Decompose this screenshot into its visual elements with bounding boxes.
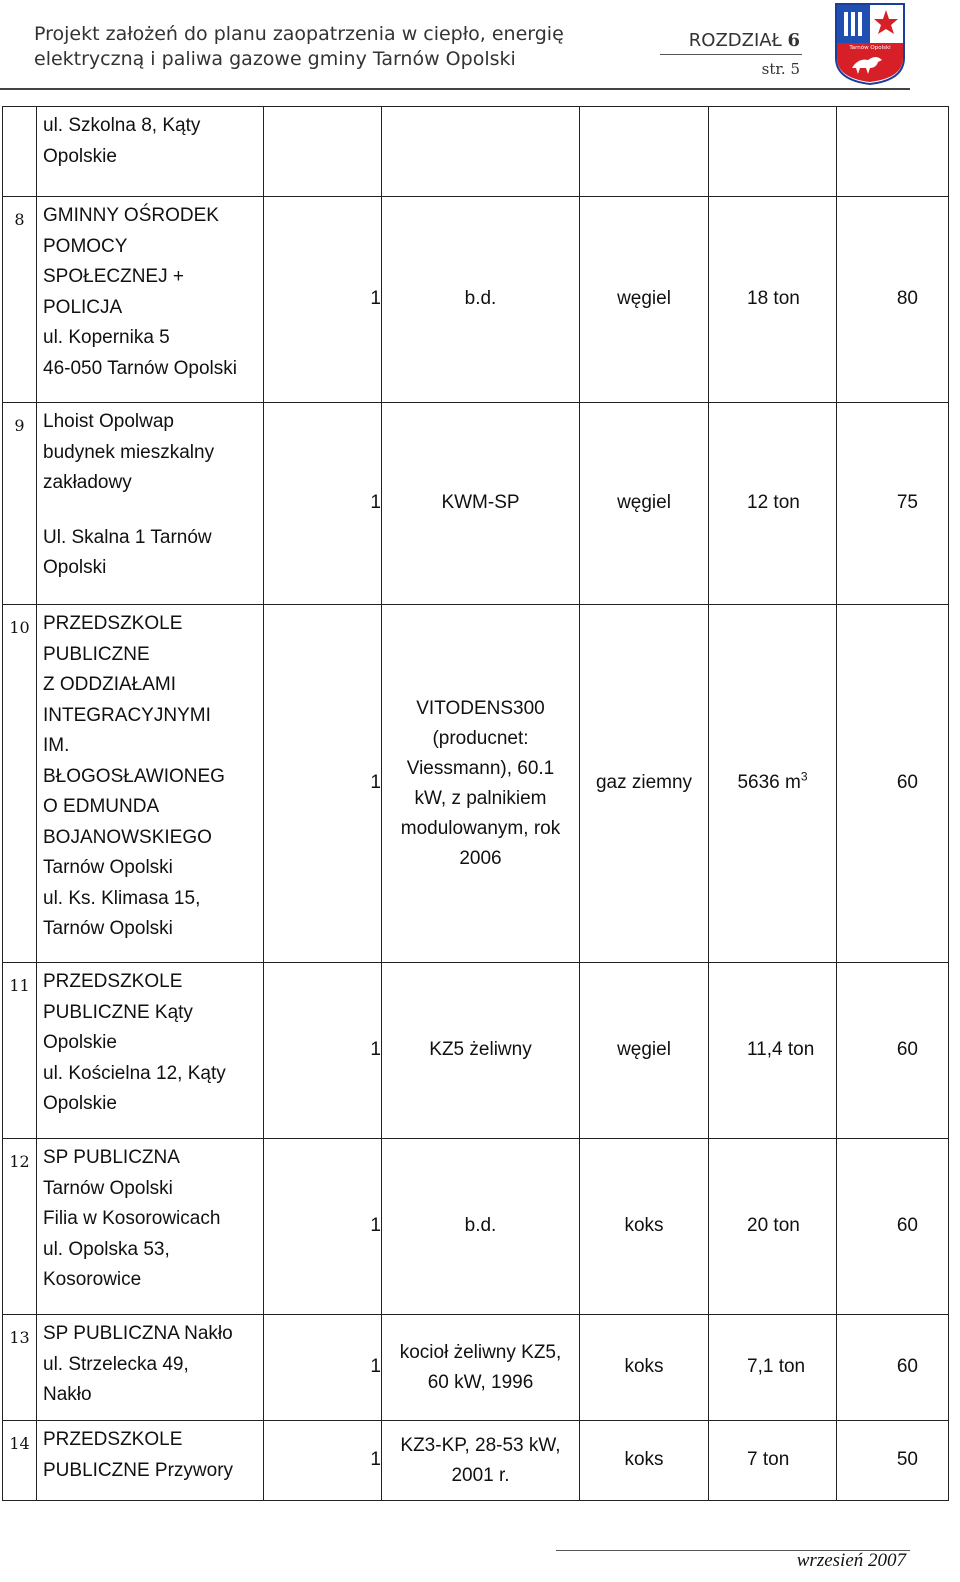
facility-name <box>37 1315 264 1421</box>
name-line: O EDMUNDA <box>43 796 160 817</box>
name-line: Kosorowice <box>43 1269 142 1290</box>
name-line: Ul. Skalna 1 Tarnów <box>43 526 212 548</box>
logo-caption: Tarnów Opolski <box>849 45 891 51</box>
boiler-count: 1 <box>264 1315 382 1421</box>
coat-of-arms-logo <box>834 2 906 86</box>
boiler-line: VITODENS300 <box>416 697 545 719</box>
document-title <box>34 22 654 72</box>
page-header <box>0 0 960 92</box>
name-line: Tarnów Opolski <box>43 1177 173 1199</box>
boiler-line: 60 kW, 1996 <box>427 1371 534 1393</box>
boiler-type <box>382 605 580 963</box>
boiler-line: kW, z palnikiem <box>414 787 547 809</box>
fuel-quantity: 12 ton <box>709 403 837 605</box>
name-line: POMOCY <box>43 235 128 257</box>
name-line: Filia w Kosorowicach <box>43 1208 221 1229</box>
fuel-quantity: 7,1 ton <box>709 1315 837 1421</box>
row-number: 11 <box>3 963 37 1139</box>
name-line: ul. Kościelna 12, Kąty <box>43 1062 226 1084</box>
name-line: PRZEDSZKOLE <box>43 1429 183 1450</box>
fuel-quantity <box>709 605 837 963</box>
row-number: 9 <box>3 403 37 605</box>
facility-name <box>37 107 264 197</box>
table-row <box>3 1139 949 1315</box>
chapter-indicator <box>660 30 800 51</box>
name-line: INTEGRACYJNYMI <box>43 704 211 726</box>
boiler-line: (producnet: <box>432 727 529 749</box>
boiler-type: KZ5 żeliwny <box>382 963 580 1139</box>
row-number: 8 <box>3 197 37 403</box>
name-line: ul. Kopernika 5 <box>43 327 170 348</box>
table-row <box>3 1421 949 1501</box>
fuel-type: węgiel <box>580 963 709 1139</box>
boiler-line: modulowanym, rok <box>400 817 561 839</box>
boiler-type <box>382 107 580 197</box>
name-line: Opolskie <box>43 145 117 167</box>
heat-sources-table <box>2 106 949 1501</box>
boiler-line: KZ3-KP, 28-53 kW, <box>400 1434 561 1456</box>
name-line: Z ODDZIAŁAMI <box>43 674 177 695</box>
document-title-line1: Projekt założeń do planu zaopatrzenia w ciepło, energię <box>34 23 564 45</box>
header-rule <box>0 88 910 90</box>
row-number <box>3 107 37 197</box>
fuel-type <box>580 107 709 197</box>
row-number: 10 <box>3 605 37 963</box>
boiler-count: 1 <box>264 403 382 605</box>
boiler-count: 1 <box>264 963 382 1139</box>
table-row <box>3 197 949 403</box>
name-line: PUBLICZNE <box>43 643 150 665</box>
heated-area: 60 <box>837 963 949 1139</box>
name-line: zakładowy <box>43 472 132 493</box>
name-line: Lhoist Opolwap <box>43 411 174 432</box>
fuel-type: gaz ziemny <box>580 605 709 963</box>
row-number: 13 <box>3 1315 37 1421</box>
name-line: Opolski <box>43 557 107 578</box>
name-line: Opolskie <box>43 1093 117 1114</box>
quantity-value: 5636 m <box>737 772 801 794</box>
facility-name <box>37 197 264 403</box>
fuel-type: koks <box>580 1421 709 1501</box>
name-line: SP PUBLICZNA Nakło <box>43 1323 233 1344</box>
chapter-label: ROZDZIAŁ <box>688 30 782 51</box>
boiler-count: 1 <box>264 197 382 403</box>
heated-area: 60 <box>837 1139 949 1315</box>
chapter-number: 6 <box>787 30 800 51</box>
name-line: GMINNY OŚRODEK <box>43 205 219 226</box>
name-line: SP PUBLICZNA <box>43 1147 180 1168</box>
boiler-line: 2001 r. <box>451 1464 510 1486</box>
boiler-count <box>264 107 382 197</box>
name-line: 46-050 Tarnów Opolski <box>43 357 237 379</box>
facility-name <box>37 605 264 963</box>
name-line: POLICJA <box>43 296 123 318</box>
table-row <box>3 107 949 197</box>
header-divider <box>660 54 802 55</box>
table-row <box>3 605 949 963</box>
fuel-quantity: 18 ton <box>709 197 837 403</box>
boiler-line: kocioł żeliwny KZ5, <box>399 1341 562 1363</box>
name-line <box>43 499 259 523</box>
fuel-type: koks <box>580 1139 709 1315</box>
boiler-line: Viessmann), 60.1 <box>406 757 555 779</box>
heated-area: 80 <box>837 197 949 403</box>
name-line: BOJANOWSKIEGO <box>43 826 212 848</box>
fuel-type: koks <box>580 1315 709 1421</box>
heated-area: 60 <box>837 605 949 963</box>
heated-area: 50 <box>837 1421 949 1501</box>
name-line: PUBLICZNE Kąty <box>43 1001 193 1023</box>
name-line: ul. Ks. Klimasa 15, <box>43 887 201 909</box>
boiler-type <box>382 1421 580 1501</box>
facility-name <box>37 1421 264 1501</box>
page-number: str. 5 <box>761 60 800 78</box>
boiler-count: 1 <box>264 1139 382 1315</box>
boiler-type: KWM-SP <box>382 403 580 605</box>
facility-name <box>37 1139 264 1315</box>
name-line: ul. Strzelecka 49, <box>43 1353 189 1375</box>
boiler-line: 2006 <box>459 847 502 869</box>
name-line: PRZEDSZKOLE <box>43 971 183 992</box>
boiler-count: 1 <box>264 1421 382 1501</box>
boiler-type: b.d. <box>382 1139 580 1315</box>
name-line: Nakło <box>43 1384 92 1405</box>
heated-area: 60 <box>837 1315 949 1421</box>
name-line: IM. <box>43 735 70 756</box>
fuel-quantity: 7 ton <box>709 1421 837 1501</box>
boiler-type <box>382 1315 580 1421</box>
name-line: Opolskie <box>43 1032 117 1053</box>
boiler-count: 1 <box>264 605 382 963</box>
fuel-quantity: 20 ton <box>709 1139 837 1315</box>
document-title-line2: elektryczną i paliwa gazowe gminy Tarnów Opolski <box>34 48 516 70</box>
heated-area: 75 <box>837 403 949 605</box>
table-row <box>3 963 949 1139</box>
fuel-quantity: 11,4 ton <box>709 963 837 1139</box>
name-line: Tarnów Opolski <box>43 857 173 878</box>
name-line: ul. Szkolna 8, Kąty <box>43 115 201 136</box>
fuel-quantity <box>709 107 837 197</box>
table-row <box>3 1315 949 1421</box>
name-line: ul. Opolska 53, <box>43 1238 170 1260</box>
fuel-type: węgiel <box>580 197 709 403</box>
heated-area <box>837 107 949 197</box>
facility-name <box>37 963 264 1139</box>
row-number: 14 <box>3 1421 37 1501</box>
name-line: PUBLICZNE Przywory <box>43 1459 234 1481</box>
footer-date: wrzesień 2007 <box>796 1550 906 1571</box>
row-number: 12 <box>3 1139 37 1315</box>
unit-exponent: 3 <box>800 769 808 784</box>
table-row <box>3 403 949 605</box>
name-line: SPOŁECZNEJ + <box>43 266 184 287</box>
boiler-type: b.d. <box>382 197 580 403</box>
name-line: BŁOGOSŁAWIONEG <box>43 765 225 787</box>
facility-name <box>37 403 264 605</box>
name-line: budynek mieszkalny <box>43 441 215 463</box>
name-line: Tarnów Opolski <box>43 918 173 939</box>
name-line: PRZEDSZKOLE <box>43 613 183 634</box>
fuel-type: węgiel <box>580 403 709 605</box>
